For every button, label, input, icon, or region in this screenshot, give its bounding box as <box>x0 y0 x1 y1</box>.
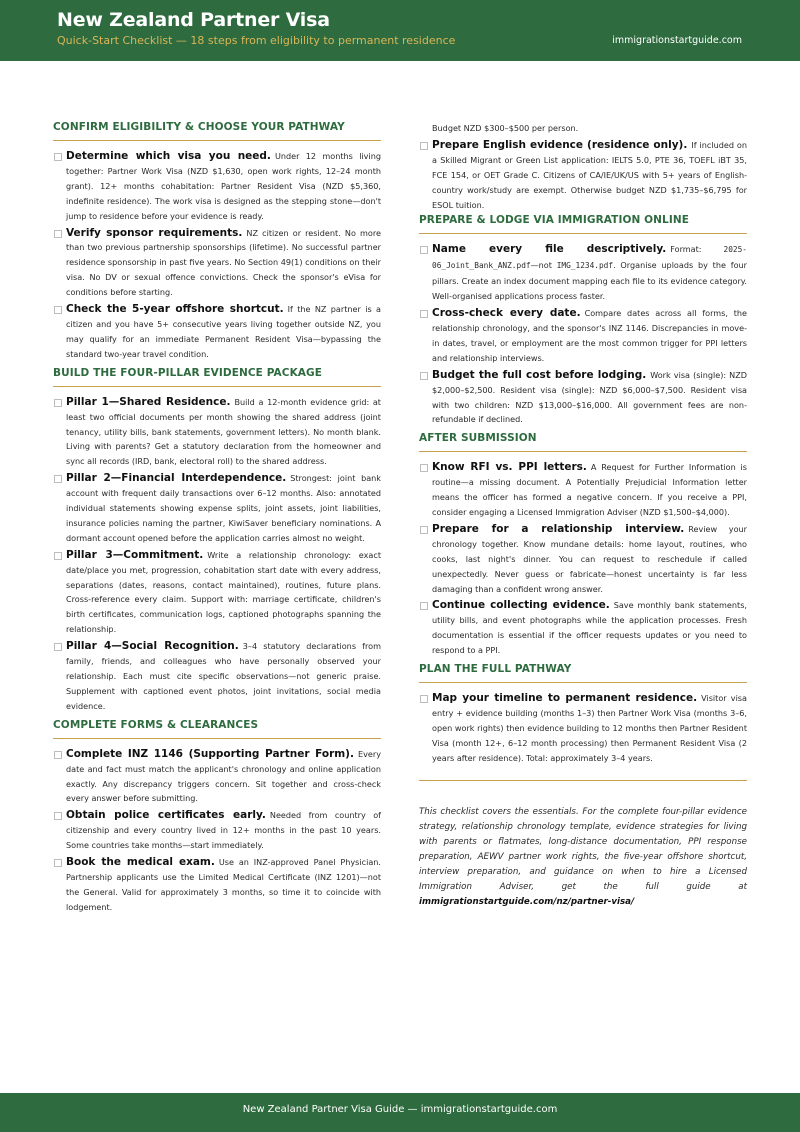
section-lodge <box>419 214 747 427</box>
item-lead: Pillar 3—Commitment. <box>66 548 204 561</box>
item-body: If included on a Skilled Migrant or Green List application: IELTS 5.0, PTE 36, TOEFL iBT 35, FCE 154, or OET Grade C. Citizens of CA/IE/UK/US with 5+ years of English-country work/study are exempt. Otherwise budget NZD $1,735–$6,795 for ESOL tuition. <box>432 139 747 210</box>
item-lead: Map your timeline to permanent residence. <box>432 692 698 705</box>
checklist-item <box>419 691 747 766</box>
checklist-item <box>419 306 747 366</box>
checkbox[interactable] <box>420 246 428 254</box>
item-body: NZ citizen or resident. No more than two previous partnership sponsorships (lifetime). No successful partner residence sponsorship in past five years. No Section 49(1) conditions on their visa. No DV or sexual offence convictions. Check the sponsor's eVisa for conditions before starting. <box>66 227 381 298</box>
checkbox[interactable] <box>420 372 428 380</box>
checkbox[interactable] <box>420 464 428 472</box>
checklist-item <box>419 368 747 428</box>
checkbox[interactable] <box>54 306 62 314</box>
section-divider <box>419 682 747 683</box>
item-lead: Prepare English evidence (residence only). <box>432 138 688 151</box>
section-after-submission <box>419 432 747 658</box>
section-title: BUILD THE FOUR-PILLAR EVIDENCE PACKAGE <box>53 366 323 379</box>
item-body: 3–4 statutory declarations from family, friends, and colleagues who have personally observed your relationship. Each must cite specific observations—not generic praise. Supplement with captioned event photos, joint invitations, social media evidence. <box>66 641 381 711</box>
section-title: CONFIRM ELIGIBILITY & CHOOSE YOUR PATHWAY <box>53 121 345 133</box>
header-site-link[interactable]: immigrationstartguide.com <box>612 35 742 46</box>
checkbox[interactable] <box>54 230 62 238</box>
guide-link[interactable]: immigrationstartguide.com/nz/partner-visa/ <box>419 896 635 907</box>
section-divider <box>419 233 747 234</box>
item-lead: Name every file descriptively. <box>432 243 667 256</box>
checklist-item <box>53 226 381 301</box>
checkbox[interactable] <box>420 526 428 534</box>
checklist-item <box>53 639 381 714</box>
section-evidence <box>53 367 381 714</box>
checkbox[interactable] <box>54 812 62 820</box>
section-divider <box>53 140 381 141</box>
checkbox[interactable] <box>54 643 62 651</box>
checkbox[interactable] <box>54 751 62 759</box>
checklist-item <box>419 598 747 658</box>
section-title: AFTER SUBMISSION <box>419 432 537 445</box>
item-body: . Organise uploads by the four pillars. Create an index document mapping each file to its evidence category. Well-organised applications process faster. <box>432 260 748 302</box>
checkbox[interactable] <box>54 552 62 560</box>
item-lead: Budget the full cost before lodging. <box>432 368 647 381</box>
item-body: Build a 12-month evidence grid: at least two official documents per month showing the shared address (joint tenancy, utility bills, bank statements, government letters). No month blank. Living with parents? Get a statutory declaration from the homeowner and sync all records (IRD, bank, electoral roll) to the shared address. <box>66 396 381 467</box>
section-eligibility <box>53 121 381 362</box>
item-body: Strongest: joint bank account with frequent daily transactions over 6–12 months. Also: annotated individual statements showing expense splits, joint assets, joint liabilities, insurance policies naming the partner, KiwiSaver beneficiary nominations. A dormant account opened before the application carries almost no weight. <box>66 473 381 543</box>
section-forms <box>53 719 381 915</box>
item-lead: Pillar 4—Social Recognition. <box>66 640 239 653</box>
section-full-pathway <box>419 663 747 766</box>
carryover-text: Budget NZD $300–$500 per person. <box>432 123 579 133</box>
section-title: PLAN THE FULL PATHWAY <box>419 663 572 676</box>
item-body: Visitor visa entry + evidence building (months 1–3) then Partner Work Visa (months 3–6, open work rights) then evidence building to 12 months then Partner Resident Visa (month 12+, 6–12 month processing) then Permanent Resident Visa (2 years after residence). Total: approximately 3–4 years. <box>432 693 747 763</box>
item-body: Compare dates across all forms, the relationship chronology, and the sponsor's INZ 1146. Discrepancies in move-in dates, travel, or employment are the most common trigger for PPI letters and relationship interviews. <box>432 308 748 363</box>
checklist-item <box>53 302 381 362</box>
checkbox[interactable] <box>420 695 428 703</box>
checklist-item <box>53 747 381 807</box>
item-lead: Determine which visa you need. <box>66 150 271 162</box>
section-title: COMPLETE FORMS & CLEARANCES <box>53 718 259 731</box>
checkbox[interactable] <box>54 153 62 161</box>
checklist-item <box>53 548 381 637</box>
item-body: Every date and fact must match the applicant's chronology and online application exactly. Any discrepancy triggers concern. Sit together and cross-check every answer before submitting. <box>66 748 381 804</box>
item-lead: Pillar 1—Shared Residence. <box>66 395 231 408</box>
item-lead: Verify sponsor requirements. <box>66 226 243 239</box>
item-body: Review your chronology together. Know mundane details: home layout, routines, who cooks, last night's dinner. You can request to reschedule if called unexpectedly. Never guess or fabricate—honest uncertainty is far less damaging than a confident wrong answer. <box>432 523 748 594</box>
section-divider <box>53 738 381 739</box>
checklist-item <box>53 808 381 853</box>
item-body: Save monthly bank statements, utility bills, and event photographs while the application processes. Fresh documentation is essential if the officer requests updates or you need to respond to a PPI. <box>432 600 747 656</box>
section-divider <box>53 386 381 387</box>
page-footer <box>0 1093 800 1132</box>
section-title: PREPARE & LODGE VIA IMMIGRATION ONLINE <box>419 214 689 227</box>
item-body: A Request for Further Information is routine—a missing document. A Potentially Prejudicial Information letter means the officer has formed a negative concern. If you receive a PPI, consider engaging a Licensed Immigration Adviser (NZD $1,500–$4,000). <box>432 462 747 518</box>
closing-note <box>419 805 747 910</box>
checklist-item <box>53 395 381 470</box>
footer-text: New Zealand Partner Visa Guide — immigrationstartguide.com <box>242 1104 558 1115</box>
checklist-item <box>419 138 747 213</box>
checkbox[interactable] <box>420 142 428 150</box>
checklist-item <box>53 471 381 546</box>
left-column <box>53 121 381 920</box>
item-lead: Cross-check every date. <box>432 307 581 320</box>
item-lead: Prepare for a relationship interview. <box>432 522 685 535</box>
item-lead: Complete INZ 1146 (Supporting Partner Form). <box>66 747 354 760</box>
item-body: Under 12 months living together: Partner Work Visa (NZD $1,630, open work rights, 12–24 month grant). 12+ months cohabitation: Partner Resident Visa (NZD $5,360, indefinite residence). The work visa is designed as the stepping stone—don't jump to residence before your evidence is ready. <box>66 151 381 221</box>
item-body: Needed from country of citizenship and every country lived in 12+ months in the past 10 years. Some countries take months—start immediately. <box>66 810 382 851</box>
item-body-mid: —not <box>530 260 557 271</box>
checklist-item <box>53 149 381 224</box>
item-lead: Obtain police certificates early. <box>66 809 266 822</box>
item-body: Write a relationship chronology: exact date/place you met, progression, cohabitation start date with every address, separations (dates, reasons, contact maintained), routines, future plans. Cross-reference every claim. Support with: marriage certificate, children's birth certificates, communication logs, captioned photographs spanning the relationship. <box>66 549 381 635</box>
closing-divider <box>419 780 747 781</box>
item-body-prefix: Format: <box>670 244 724 255</box>
checklist-item <box>419 522 747 597</box>
checkbox[interactable] <box>420 602 428 610</box>
item-body: Work visa (single): NZD $2,000–$2,500. Resident visa (single): NZD $6,000–$7,500. Resident visa with two children: NZD $13,000–$16,000. All government fees are non-refundable if declined. <box>432 369 748 425</box>
closing-text: This checklist covers the essentials. For the complete four-pillar evidence strategy, relationship chronology template, evidence strategies for living with parents or flatmates, long-distance documentation, PPI response preparation, AEWV partner work rights, the five-year offshore shortcut, interview preparation, and guidance on when to hire a Licensed Immigration Adviser, get the full guide at <box>419 806 747 892</box>
checkbox[interactable] <box>54 399 62 407</box>
item-lead: Know RFI vs. PPI letters. <box>432 461 587 474</box>
item-body: Use an INZ-approved Panel Physician. Partnership applicants use the Limited Medical Certificate (INZ 1201)—not the General. Valid for approximately 3 months, so time it to coincide with lodgement. <box>66 857 381 912</box>
right-column <box>419 121 747 910</box>
page-header <box>0 0 800 61</box>
checklist-item <box>419 460 747 520</box>
item-lead: Book the medical exam. <box>66 856 215 869</box>
item-lead: Check the 5-year offshore shortcut. <box>66 303 284 316</box>
section-divider <box>419 451 747 452</box>
item-lead: Continue collecting evidence. <box>432 599 610 612</box>
page-title: New Zealand Partner Visa <box>57 9 330 31</box>
item-body: If the NZ partner is a citizen and you have 5+ consecutive years living together outside NZ, you may qualify for an immediate Permanent Resident Visa—bypassing the standard two-year travel condition. <box>66 304 381 359</box>
checkbox[interactable] <box>420 310 428 318</box>
checkbox[interactable] <box>54 475 62 483</box>
checklist-item <box>419 242 747 304</box>
checkbox[interactable] <box>54 859 62 867</box>
item-lead: Pillar 2—Financial Interdependence. <box>66 472 287 485</box>
page-subtitle: Quick-Start Checklist — 18 steps from eligibility to permanent residence <box>57 34 456 47</box>
filename-example: 2025-06_Joint_Bank_ANZ.pdf <box>432 245 747 271</box>
checklist-item <box>53 855 381 915</box>
filename-example: IMG_1234.pdf <box>556 261 614 271</box>
